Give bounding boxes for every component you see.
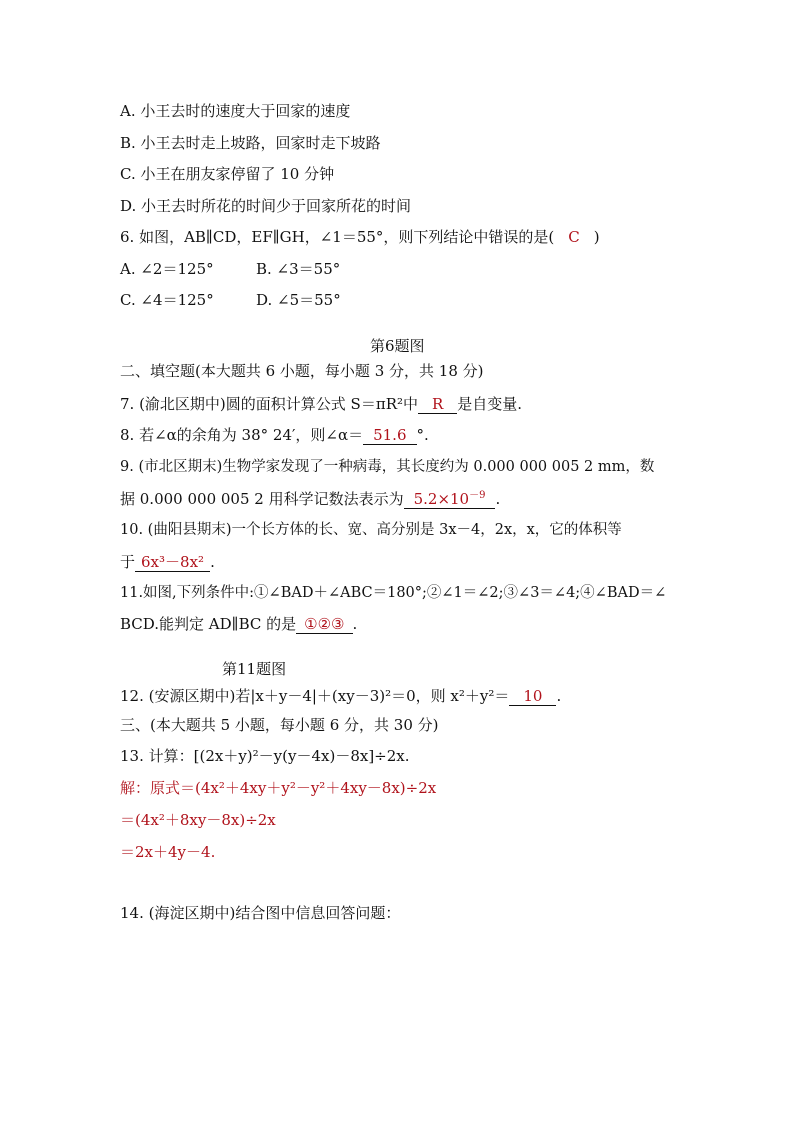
q6-stem-end: ) (593, 228, 600, 246)
q10-stem-end: . (210, 553, 215, 571)
q6-options-row2 (120, 290, 341, 310)
q6-opt-d: D. ∠5＝55° (256, 291, 341, 309)
question-8 (120, 425, 429, 445)
q12-answer: 10 (509, 687, 556, 706)
q6-opt-b: B. ∠3＝55° (256, 260, 341, 278)
q11-figure-caption: 第11题图 (222, 660, 287, 678)
q13-solution-line3: ＝2x＋4y－4. (120, 843, 216, 861)
q6-opt-c: C. ∠4＝125° (120, 291, 214, 309)
q7-answer: R (418, 395, 457, 414)
question-13: 13. 计算：[(2x＋y)²－y(y－4x)－8x]÷2x. (120, 747, 410, 765)
q6-opt-a: A. ∠2＝125° (120, 260, 214, 278)
question-6 (120, 227, 600, 247)
q11-stem: BCD.能判定 AD∥BC 的是 (120, 615, 297, 633)
q12-stem: 12. (安源区期中)若|x＋y－4|＋(xy－3)²＝0，则 x²＋y²＝ (120, 687, 510, 705)
q7-stem: 7. (渝北区期中)圆的面积计算公式 S＝πR²中 (120, 395, 418, 413)
q8-stem: 8. 若∠α的余角为 38° 24′，则∠α＝ (120, 426, 364, 444)
q9-stem: 据 0.000 000 005 2 用科学记数法表示为 (120, 490, 404, 508)
question-9-line2 (120, 489, 500, 509)
option-5a: A. 小王去时的速度大于回家的速度 (120, 102, 351, 120)
q9-answer-base: 5.2×10 (413, 490, 470, 508)
question-10-line1: 10. (曲阳县期末)一个长方体的长、宽、高分别是 3x－4，2x，x，它的体积等 (120, 522, 622, 538)
question-12 (120, 686, 561, 706)
q6-options-row1 (120, 259, 340, 279)
question-11-line1: 11.如图,下列条件中:①∠BAD＋∠ABC＝180°;②∠1＝∠2;③∠3＝∠4;④∠BAD＝∠ (120, 585, 667, 601)
question-9-line1: 9. (市北区期末)生物学家发现了一种病毒，其长度约为 0.000 000 005 2 mm，数 (120, 459, 655, 475)
option-5d: D. 小王去时所花的时间少于回家所花的时间 (120, 197, 412, 215)
question-11-line2 (120, 614, 357, 634)
q9-answer (404, 490, 496, 509)
q12-stem-end: . (556, 687, 562, 705)
q6-answer: C (568, 228, 580, 246)
question-14: 14. (海淀区期中)结合图中信息回答问题： (120, 904, 401, 922)
q9-stem-end: . (495, 490, 501, 508)
section-2-heading: 二、填空题(本大题共 6 小题，每小题 3 分，共 18 分) (120, 362, 484, 380)
question-10-line2 (120, 552, 215, 572)
option-5b: B. 小王去时走上坡路，回家时走下坡路 (120, 134, 381, 152)
q8-stem-end: °. (416, 426, 429, 444)
q6-stem: 6. 如图，AB∥CD，EF∥GH，∠1＝55°，则下列结论中错误的是( (120, 228, 555, 246)
q9-answer-exp: －9 (469, 490, 486, 501)
q10-stem: 于 (120, 553, 136, 571)
question-7 (120, 394, 522, 414)
q8-answer: 51.6 (363, 426, 416, 445)
q13-solution-line1: 解：原式＝(4x²＋4xy＋y²－y²＋4xy－8x)÷2x (120, 779, 437, 797)
q10-answer: 6x³－8x² (135, 553, 210, 572)
q6-figure-caption: 第6题图 (370, 337, 425, 355)
q13-solution-line2: ＝(4x²＋8xy－8x)÷2x (120, 811, 276, 829)
q11-answer: ①②③ (296, 615, 352, 634)
q7-stem-end: 是自变量. (457, 395, 523, 413)
section-3-heading: 三、(本大题共 5 小题，每小题 6 分，共 30 分) (120, 716, 439, 734)
q11-stem-end: . (352, 615, 358, 633)
option-5c: C. 小王在朋友家停留了 10 分钟 (120, 165, 335, 183)
